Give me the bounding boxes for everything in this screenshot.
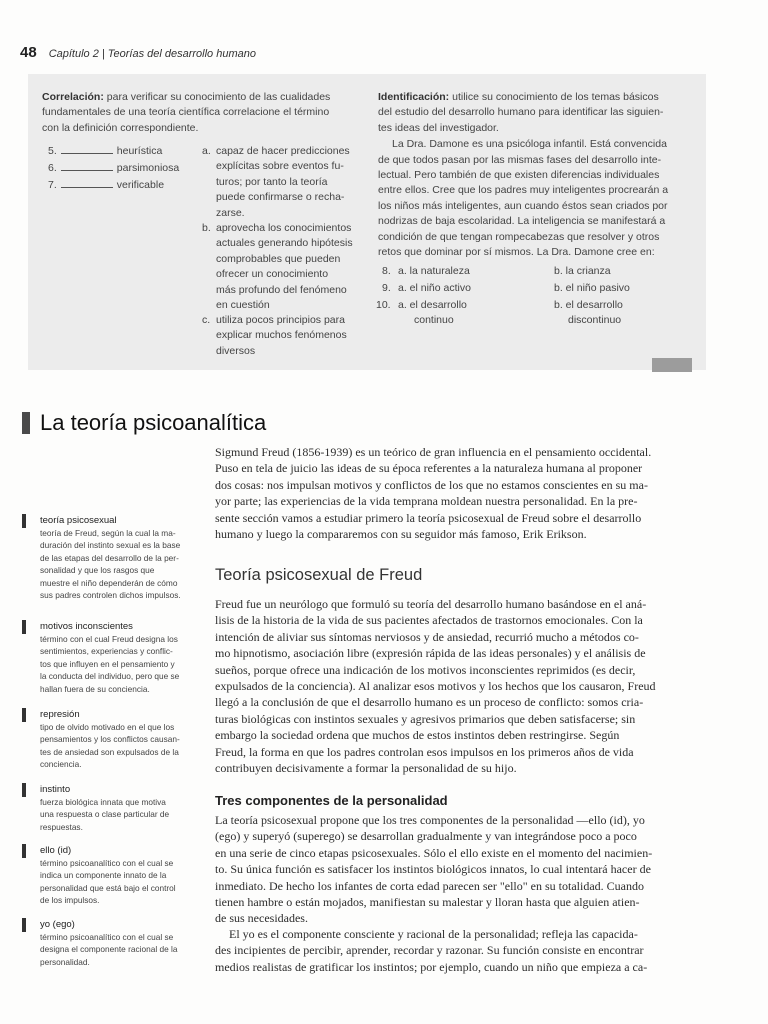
- components-line: inmediato. De hecho los infantes de corta edad parecen ser "ello" en su totalidad. Cuando: [215, 878, 644, 893]
- freud-line: contribuyen decisivamente a formar la personalidad de su hijo.: [215, 761, 517, 776]
- glossary-definition-line: duración del instinto sexual es la base: [40, 540, 181, 551]
- glossary-term: motivos inconscientes: [40, 621, 133, 632]
- glossary-definition-line: sus padres controlen dichos impulsos.: [40, 590, 181, 601]
- match-option-line: zarse.: [216, 206, 245, 219]
- glossary-marker: [22, 514, 26, 528]
- page-number: 48: [20, 44, 37, 61]
- glossary-definition-line: sentimientos, experiencias y conflic-: [40, 646, 173, 657]
- instruction-line: fundamentales de una teoría científica correlacione el término: [42, 106, 330, 119]
- freud-line: turas biológicas con instintos sexuales y agresivos primarios que deben satisfacerse; sin: [215, 711, 636, 726]
- identification-option-b-cont: discontinuo: [568, 314, 622, 327]
- match-option-line: diversos: [216, 344, 256, 357]
- case-line: nodrizas de baja escolaridad. La inteligencia se manifestará a: [378, 215, 666, 228]
- match-option-line: explícitas sobre eventos fu-: [216, 160, 344, 173]
- instruction-line: tes ideas del investigador.: [378, 121, 499, 134]
- match-item: [48, 161, 179, 176]
- instruction-line: del estudio del desarrollo humano para identificar las siguien-: [378, 106, 664, 119]
- match-option-line: actuales generando hipótesis: [216, 237, 353, 250]
- components-line: en una serie de cinco etapas psicosexuales. Sólo el ello existe en el momento del nacimien-: [215, 845, 653, 860]
- freud-line: Freud fue un neurólogo que formuló su teoría del desarrollo humano basándose en el aná-: [215, 597, 647, 611]
- glossary-marker: [22, 620, 26, 634]
- components-paragraph: [215, 812, 709, 927]
- match-item-term: parsimoniosa: [116, 162, 180, 174]
- running-title: Capítulo 2 | Teorías del desarrollo humano: [48, 48, 256, 60]
- running-header: [20, 44, 256, 62]
- match-option-line: explicar muchos fenómenos: [216, 329, 347, 342]
- match-item-number: 7.: [48, 179, 57, 191]
- glossary-definition-line: pensamientos y los conflictos causan-: [40, 734, 180, 745]
- freud-line: intención de aliviar sus síntomas nerviosos y de ansiedad, recurrió mucho a métodos co-: [215, 629, 639, 644]
- freud-paragraph: [215, 596, 709, 776]
- match-option: [202, 221, 366, 313]
- case-line: lectual. Pero también de que existen diferencias individuales: [378, 169, 660, 182]
- glossary-definition-line: respuestas.: [40, 821, 83, 832]
- identification-number: 9.: [382, 282, 391, 295]
- glossary-term: represión: [40, 709, 80, 720]
- intro-paragraph: [215, 444, 709, 542]
- match-option-line: ofrecer un conocimiento: [216, 268, 329, 281]
- glossary-definition-line: hallan fuera de su conciencia.: [40, 683, 150, 694]
- case-line: los niños más inteligentes, aun cuando éstos sean criados por: [378, 199, 668, 212]
- glossary-definition-line: muestre el niño dependerán de cómo: [40, 577, 178, 588]
- glossary-term: ello (id): [40, 845, 72, 856]
- freud-line: mo hipnotismo, asociación libre (expresión rápida de las ideas personales) y el análisis de: [215, 646, 646, 661]
- intro-line: humano y luego la compararemos con su seguidor más famoso, Erik Erikson.: [215, 527, 587, 542]
- case-line: La Dra. Damone es una psicóloga infantil. Está convencida: [392, 138, 667, 151]
- glossary-term: instinto: [40, 784, 71, 795]
- freud-line: Freud, la forma en que los padres controlan esos impulsos en los primeros años de vida: [215, 744, 634, 759]
- glossary-definition-line: término con el cual Freud designa los: [40, 634, 178, 644]
- match-option-line: turos; por tanto la teoría: [216, 175, 328, 188]
- freud-line: llegó a la conclusión de que el desarrollo humano es un proceso de conflicto: somos cria-: [215, 695, 644, 710]
- match-answer-blank: [61, 144, 113, 154]
- intro-line: dos cosas: nos impulsan motivos y conflictos de los que no estamos conscientes en su ma-: [215, 477, 648, 492]
- match-option: [202, 313, 366, 359]
- identification-option-b: b. el desarrollo: [554, 299, 623, 312]
- components-line: tienen hambre o están mojados, manifiestan su malestar y lloran hasta que alguien atien-: [215, 895, 640, 910]
- glossary-entry: [28, 514, 200, 601]
- identification-option-a: a. la naturaleza: [398, 265, 470, 278]
- ego-line: des incipientes de percibir, aprender, recordar y razonar. Su función consiste en encontrar: [215, 943, 644, 958]
- ego-line: El yo es el componente consciente y racional de la personalidad; refleja las capacida-: [229, 927, 638, 941]
- glossary-definition-line: designa el componente racional de la: [40, 944, 178, 955]
- freud-line: lisis de la historia de la vida de sus pacientes afectados de trastornos emocionales. Con la: [215, 613, 643, 628]
- exercise-box-tab: [652, 358, 692, 372]
- match-item: [48, 144, 162, 159]
- exercise-instructions: [378, 90, 690, 136]
- exercise-identificacion: [376, 90, 690, 327]
- subheading-freud: Teoría psicosexual de Freud: [215, 566, 423, 584]
- components-line: to. Su única función es satisfacer los instintos biológicos innatos, lo cual intentará hacer de: [215, 862, 651, 877]
- glossary-definition-line: personalidad que está bajo el control: [40, 882, 176, 893]
- glossary-definition-line: la conducta del individuo, pero que se: [40, 671, 180, 682]
- case-line: condición de que tengan rompecabezas que resolver y otros: [378, 230, 660, 243]
- glossary-definition-line: sonalidad y que los rasgos que: [40, 565, 155, 576]
- glossary-marker: [22, 783, 26, 797]
- match-item: [48, 178, 164, 193]
- exercise-heading: Correlación:: [42, 91, 104, 103]
- instruction-line: utilice su conocimiento de los temas básicos: [449, 91, 659, 103]
- glossary-definition-line: personalidad.: [40, 956, 90, 967]
- exercise-correlacion: [42, 90, 362, 360]
- match-answer-blank: [61, 178, 113, 188]
- match-option-line: aprovecha los conocimientos: [216, 222, 352, 234]
- section-heading-bar: [22, 412, 30, 434]
- intro-line: yor parte; las experiencias de la vida temprana moldean nuestra personalidad. En la pre-: [215, 494, 638, 509]
- section-heading: [22, 410, 266, 436]
- freud-line: expulsados de la conciencia). Al analizar esos motivos y los hechos que los causaron, Freud: [215, 679, 656, 694]
- case-line: retos que dominar por sí mismos. La Dra. Damone cree en:: [378, 246, 655, 259]
- components-line: de sus necesidades.: [215, 911, 308, 926]
- glossary-entry: [28, 783, 200, 833]
- ego-paragraph: [215, 926, 709, 975]
- match-option-letter: c.: [202, 314, 211, 326]
- match-option-letter: a.: [202, 145, 211, 157]
- intro-line: Puso en tela de juicio las ideas de su época referentes a la naturaleza humana al proponer: [215, 461, 643, 476]
- identification-items: [376, 264, 690, 327]
- match-item-number: 5.: [48, 145, 57, 157]
- identification-option-a: a. el desarrollo: [398, 299, 467, 312]
- glossary-marker: [22, 844, 26, 858]
- glossary-definition-line: tes de ansiedad son expulsados de la: [40, 746, 179, 757]
- components-line: (ego) y superyó (superego) se desarrollan gradualmente y van integrándose poco a poco: [215, 829, 637, 844]
- glossary-entry: [28, 708, 200, 771]
- instruction-line: con la definición correspondiente.: [42, 121, 199, 134]
- ego-line: medios realistas de gratificar los instintos; por ejemplo, cuando un niño que empieza a ca-: [215, 959, 648, 974]
- identification-option-a-cont: continuo: [414, 314, 454, 327]
- glossary-definition-line: fuerza biológica innata que motiva: [40, 797, 166, 807]
- match-option-line: puede confirmarse o recha-: [216, 191, 345, 204]
- glossary-entry: [28, 844, 200, 907]
- glossary-marker: [22, 708, 26, 722]
- glossary-marker: [22, 918, 26, 932]
- glossary-term: teoría psicosexual: [40, 515, 117, 526]
- case-line: de que todos pasan por las mismas fases del desarrollo inte-: [378, 153, 662, 166]
- case-line: entre ellos. Cree que los padres muy inteligentes procrearán a: [378, 184, 669, 197]
- match-option-letter: b.: [202, 222, 211, 234]
- freud-line: embargo la sociedad ordena que muchos de estos instintos deben restringirse. Según: [215, 728, 620, 743]
- glossary-definition-line: teoría de Freud, según la cual la ma-: [40, 528, 176, 538]
- section-title: La teoría psicoanalítica: [40, 410, 267, 435]
- intro-line: sente sección vamos a estudiar primero la teoría psicosexual de Freud sobre el desarrollo: [215, 510, 642, 525]
- match-item-number: 6.: [48, 162, 57, 174]
- glossary-term: yo (ego): [40, 919, 75, 930]
- identification-option-b: b. la crianza: [554, 265, 611, 278]
- minor-heading-components: Tres componentes de la personalidad: [215, 793, 448, 808]
- glossary-definition-line: una respuesta o clase particular de: [40, 809, 170, 820]
- components-line: La teoría psicosexual propone que los tres componentes de la personalidad —ello (id), yo: [215, 813, 645, 827]
- glossary-definition-line: indica un componente innato de la: [40, 870, 167, 881]
- exercise-heading: Identificación:: [378, 91, 450, 103]
- glossary-definition-line: de los impulsos.: [40, 895, 100, 906]
- match-item-term: verificable: [116, 179, 165, 191]
- match-option-line: más profundo del fenómeno: [216, 283, 347, 296]
- case-paragraph: [378, 137, 690, 260]
- match-item-term: heurística: [116, 145, 163, 157]
- match-option-line: comprobables que pueden: [216, 252, 341, 265]
- match-option-line: en cuestión: [216, 299, 270, 312]
- freud-line: sueños, porque ofrece una indicación de los motivos inconscientes reprimidos (es decir,: [215, 662, 636, 677]
- glossary-entry: [28, 918, 200, 968]
- glossary-entry: [28, 620, 200, 695]
- exercise-instructions: [42, 90, 362, 136]
- match-option-line: utiliza pocos principios para: [216, 314, 345, 326]
- match-option-line: capaz de hacer predicciones: [216, 145, 350, 157]
- match-answer-blank: [61, 161, 113, 171]
- glossary-definition-line: tos que influyen en el pensamiento y: [40, 658, 175, 669]
- intro-line: Sigmund Freud (1856-1939) es un teórico de gran influencia en el pensamiento occidental.: [215, 445, 652, 459]
- glossary-definition-line: término psicoanalítico con el cual se: [40, 858, 174, 868]
- match-option: [202, 144, 366, 221]
- glossary-definition-line: conciencia.: [40, 759, 82, 770]
- identification-number: 10.: [376, 299, 391, 312]
- glossary-definition-line: tipo de olvido motivado en el que los: [40, 722, 175, 732]
- glossary-definition-line: de las etapas del desarrollo de la per-: [40, 552, 179, 563]
- instruction-line: para verificar su conocimiento de las cualidades: [103, 91, 331, 103]
- identification-option-b: b. el niño pasivo: [554, 282, 630, 295]
- identification-number: 8.: [382, 265, 391, 278]
- glossary-definition-line: término psicoanalítico con el cual se: [40, 932, 174, 942]
- identification-option-a: a. el niño activo: [398, 282, 471, 295]
